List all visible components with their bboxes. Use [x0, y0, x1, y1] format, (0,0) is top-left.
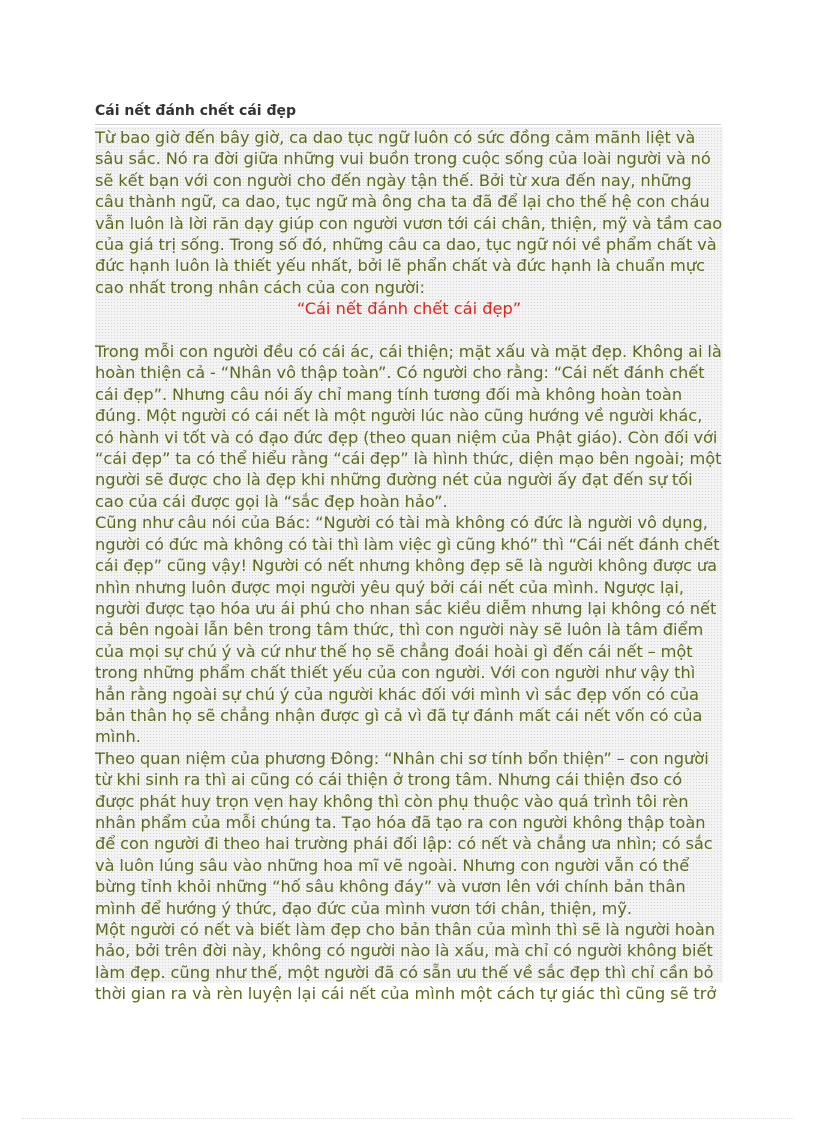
proverb-quote: “Cái nết đánh chết cái đẹp” — [296, 299, 522, 319]
footer-divider — [22, 1118, 794, 1119]
paragraph-eastern-view: Theo quan niệm của phương Đông: “Nhân chi sơ tính bổn thiện” – con người từ khi sinh ra thì ai cũng có cái thiện ở trong tâm. Nhưng cái thiện đso có được phát huy trọn vẹn hay không thì còn phụ thuộc vào quá trình tôi rèn nhân phẩm của mỗi chúng ta. Tạo hóa đã tạo ra con người không thập toàn để con người đi theo hai trường phái đối lập: có nết và chẳng ưa nhìn; có sắc và luôn lúng sâu vào những hoa mĩ vẽ ngoài. Nhưng con người vẫn có thể bừng tỉnh khỏi những “hố sâu không đáy” và vươn lên với chính bản thân mình để hướng ý thức, đạo đức của mình vươn tới chân, thiện, mỹ. — [95, 748, 713, 918]
title-divider — [95, 124, 721, 125]
paragraph-definition: Trong mỗi con người đều có cái ác, cái thiện; mặt xấu và mặt đẹp. Không ai là hoàn thiện cả - “Nhân vô thập toàn”. Có người cho rằng: “Cái nết đánh chết cái đẹp”. Nhưng câu nói ấy chỉ mang tính tương đối mà không hoàn toàn đúng. Một người có cái nết là một người lúc nào cũng hướng về người khác, có hành vi tốt và có đạo đức đẹp (theo quan niệm của Phật giáo). Còn đối với “cái đẹp” ta có thể hiểu rằng “cái đẹp” là hình thức, diện mạo bên ngoài; một người sẽ được cho là đẹp khi những đường nét của người ấy đạt đến sự tối cao của cái được gọi là “sắc đẹp hoàn hảo”. — [95, 342, 722, 511]
blank-line — [95, 320, 723, 341]
article-title: Cái nết đánh chết cái đẹp — [95, 103, 296, 119]
paragraph-comparison: Cũng như câu nói của Bác: “Người có tài mà không có đức là người vô dụng, người có đức mà không có tài thì làm việc gì cũng khó” thì “Cái nết đánh chết cái đẹp” cũng vậy! Người có nết nhưng không đẹp sẽ là người không được ưa nhìn nhưng luôn được mọi người yêu quý bởi cái nết của mình. Ngược lại, người được tạo hóa ưu ái phú cho nhan sắc kiều diễm nhưng lại không có nết cả bên ngoài lẫn bên trong tâm thức, thì con người này sẽ luôn là tâm điểm của mọi sự chú ý và cứ như thế họ sẽ chẳng đoái hoài gì đến cái nết – một trong những phẩm chất thiết yếu của con người. Với con người như vậy thì hẳn rằng ngoài sự chú ý của người khác đối với mình vì sắc đẹp vốn có của bản thân họ sẽ chẳng nhận được gì cả vì đã tự đánh mất cái nết vốn có của mình. — [95, 513, 720, 747]
article-body — [95, 127, 723, 1004]
paragraph-intro: Từ bao giờ đến bây giờ, ca dao tục ngữ luôn có sức đồng cảm mãnh liệt và sâu sắc. Nó ra đời giữa những vui buồn trong cuộc sống của loài người và nó sẽ kết bạn với con người cho đến ngày tận thế. Bởi từ xưa đến nay, những câu thành ngữ, ca dao, tục ngữ mà ông cha ta đã để lại cho thế hệ con cháu vẫn luôn là lời răn dạy giúp con người vươn tới cái chân, thiện, mỹ và tầm cao của giá trị sống. Trong số đó, những câu ca dao, tục ngữ nói về phẩm chất và đức hạnh luôn là thiết yếu nhất, bởi lẽ phẩn chất và đức hạnh là chuẩn mực cao nhất trong nhân cách của con người: — [95, 128, 723, 297]
paragraph-conclusion: Một người có nết và biết làm đẹp cho bản thân của mình thì sẽ là người hoàn hảo, bởi trên đời này, không có người nào là xấu, mà chỉ có người không biết làm đẹp. cũng như thế, một người đã có sẵn ưu thế về sắc đẹp thì chỉ cần bỏ thời gian ra và rèn luyện lại cái nết của mình một cách tự giác thì cũng sẽ trở — [95, 920, 717, 1004]
